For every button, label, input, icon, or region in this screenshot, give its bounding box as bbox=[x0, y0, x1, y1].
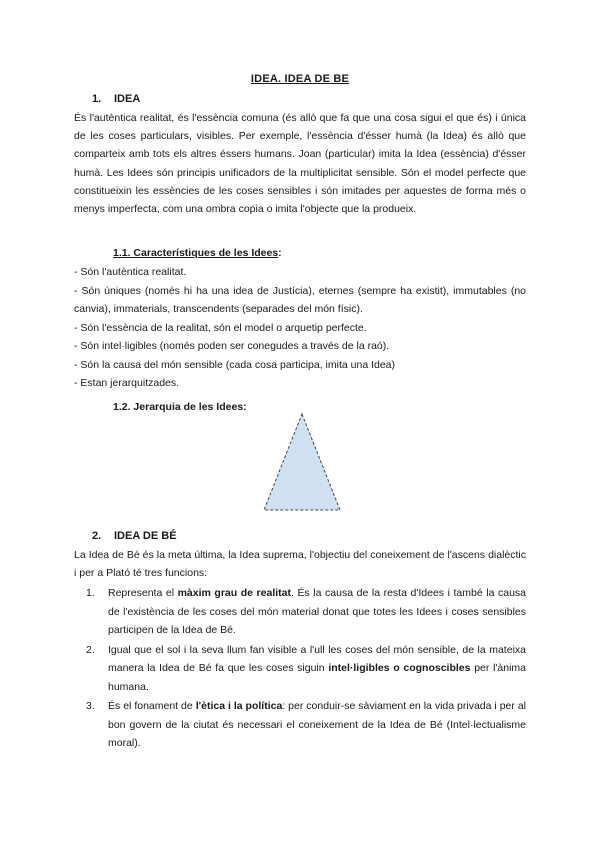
item-text: És el fonament de bbox=[108, 700, 196, 712]
list-item: - Són úniques (només hi ha una idea de Justícia), eternes (sempre ha existit), immutables (no canvia), immaterials, transcendents (separades del món físic). bbox=[74, 284, 526, 315]
section-1-paragraph bbox=[74, 109, 526, 218]
list-item: - Són la causa del món sensible (cada cosa participa, imita una Idea) bbox=[74, 358, 396, 371]
item-text: : per conduir-se sàviament en la vida privada i per al bon govern de la ciutat és necessari el coneixement de la Idea de Bé (Intel·lectualisme moral). bbox=[108, 700, 526, 749]
section-1-heading bbox=[92, 93, 140, 105]
list-item: - Són intel·ligibles (només poden ser conegudes a través de la raó). bbox=[74, 340, 390, 352]
item-text: per l'ànima humana. bbox=[108, 662, 527, 693]
function-item-1 bbox=[86, 584, 526, 640]
section-2-intro-text: La Idea de Bé és la meta última, la Idea suprema, l'objectiu del coneixement de l'ascens dialèctic i per a Plató té tres funcions: bbox=[74, 549, 526, 580]
section-2-title: IDEA DE BÉ bbox=[114, 530, 177, 542]
subsection-1-1-heading bbox=[113, 247, 282, 259]
item-bold-text: l'ètica i la política bbox=[195, 700, 283, 712]
item-bold-text: intel·ligibles o cognoscibles bbox=[328, 662, 471, 674]
section-1-text: És l'autèntica realitat, és l'essència comuna (és allò que fa que una cosa sigui el que és) i única de les coses particulars, visibles. Per exemple, l'essència d'ésser humà (la Idea) és allò que comparteix amb tots els altres éssers humans. Joan (particular) imita la Idea (essència) d'ésser humà. Les Idees són principis unificadors de la multiplicitat sensible. Són el model perfecte que constitueixin les essències de les coses sensibles i són imitades per aquestes de forma més o menys imperfecta, com una ombra copia o imita l'objecte que la produeix. bbox=[74, 112, 526, 216]
item-text: . És la causa de la resta d'Idees i també la causa de l'existència de les coses del món material donat que totes les Idees i coses sensibles participen de la Idea de Bé. bbox=[108, 587, 526, 636]
function-item-2 bbox=[86, 641, 526, 697]
functions-list bbox=[86, 584, 526, 754]
hierarchy-triangle bbox=[262, 412, 342, 512]
characteristics-list bbox=[74, 263, 526, 393]
item-text: Representa el bbox=[108, 587, 178, 599]
list-item: - Són l'essència de la realitat, són el model o arquetip perfecte. bbox=[74, 321, 367, 334]
function-item-3 bbox=[86, 697, 526, 753]
item-number: 2. bbox=[86, 643, 95, 656]
subsection-1-1-colon: : bbox=[278, 247, 282, 259]
subsection-1-2-heading: 1.2. Jerarquia de les Idees: bbox=[113, 401, 247, 413]
list-item: - Estan jerarquitzades. bbox=[74, 377, 180, 389]
section-2-intro bbox=[74, 546, 526, 582]
subsection-1-1-title: 1.1. Característiques de les Idees bbox=[113, 247, 279, 259]
item-number: 1. bbox=[86, 587, 95, 599]
list-item: - Són l'autèntica realitat. bbox=[74, 266, 187, 278]
section-1-number: 1. bbox=[92, 93, 102, 105]
item-text: Igual que el sol i la seva llum fan visible a l'ull les coses del món sensible, de la mateixa manera la Idea de Bé fa que les coses siguin bbox=[108, 643, 526, 674]
section-2-heading bbox=[92, 530, 177, 542]
item-bold-text: màxim grau de realitat bbox=[177, 587, 291, 599]
item-number: 3. bbox=[86, 700, 95, 712]
section-2-number: 2. bbox=[92, 530, 102, 542]
section-1-title: IDEA bbox=[114, 93, 141, 105]
triangle-shape bbox=[264, 414, 340, 510]
document-title: IDEA. IDEA DE BE bbox=[250, 73, 350, 85]
